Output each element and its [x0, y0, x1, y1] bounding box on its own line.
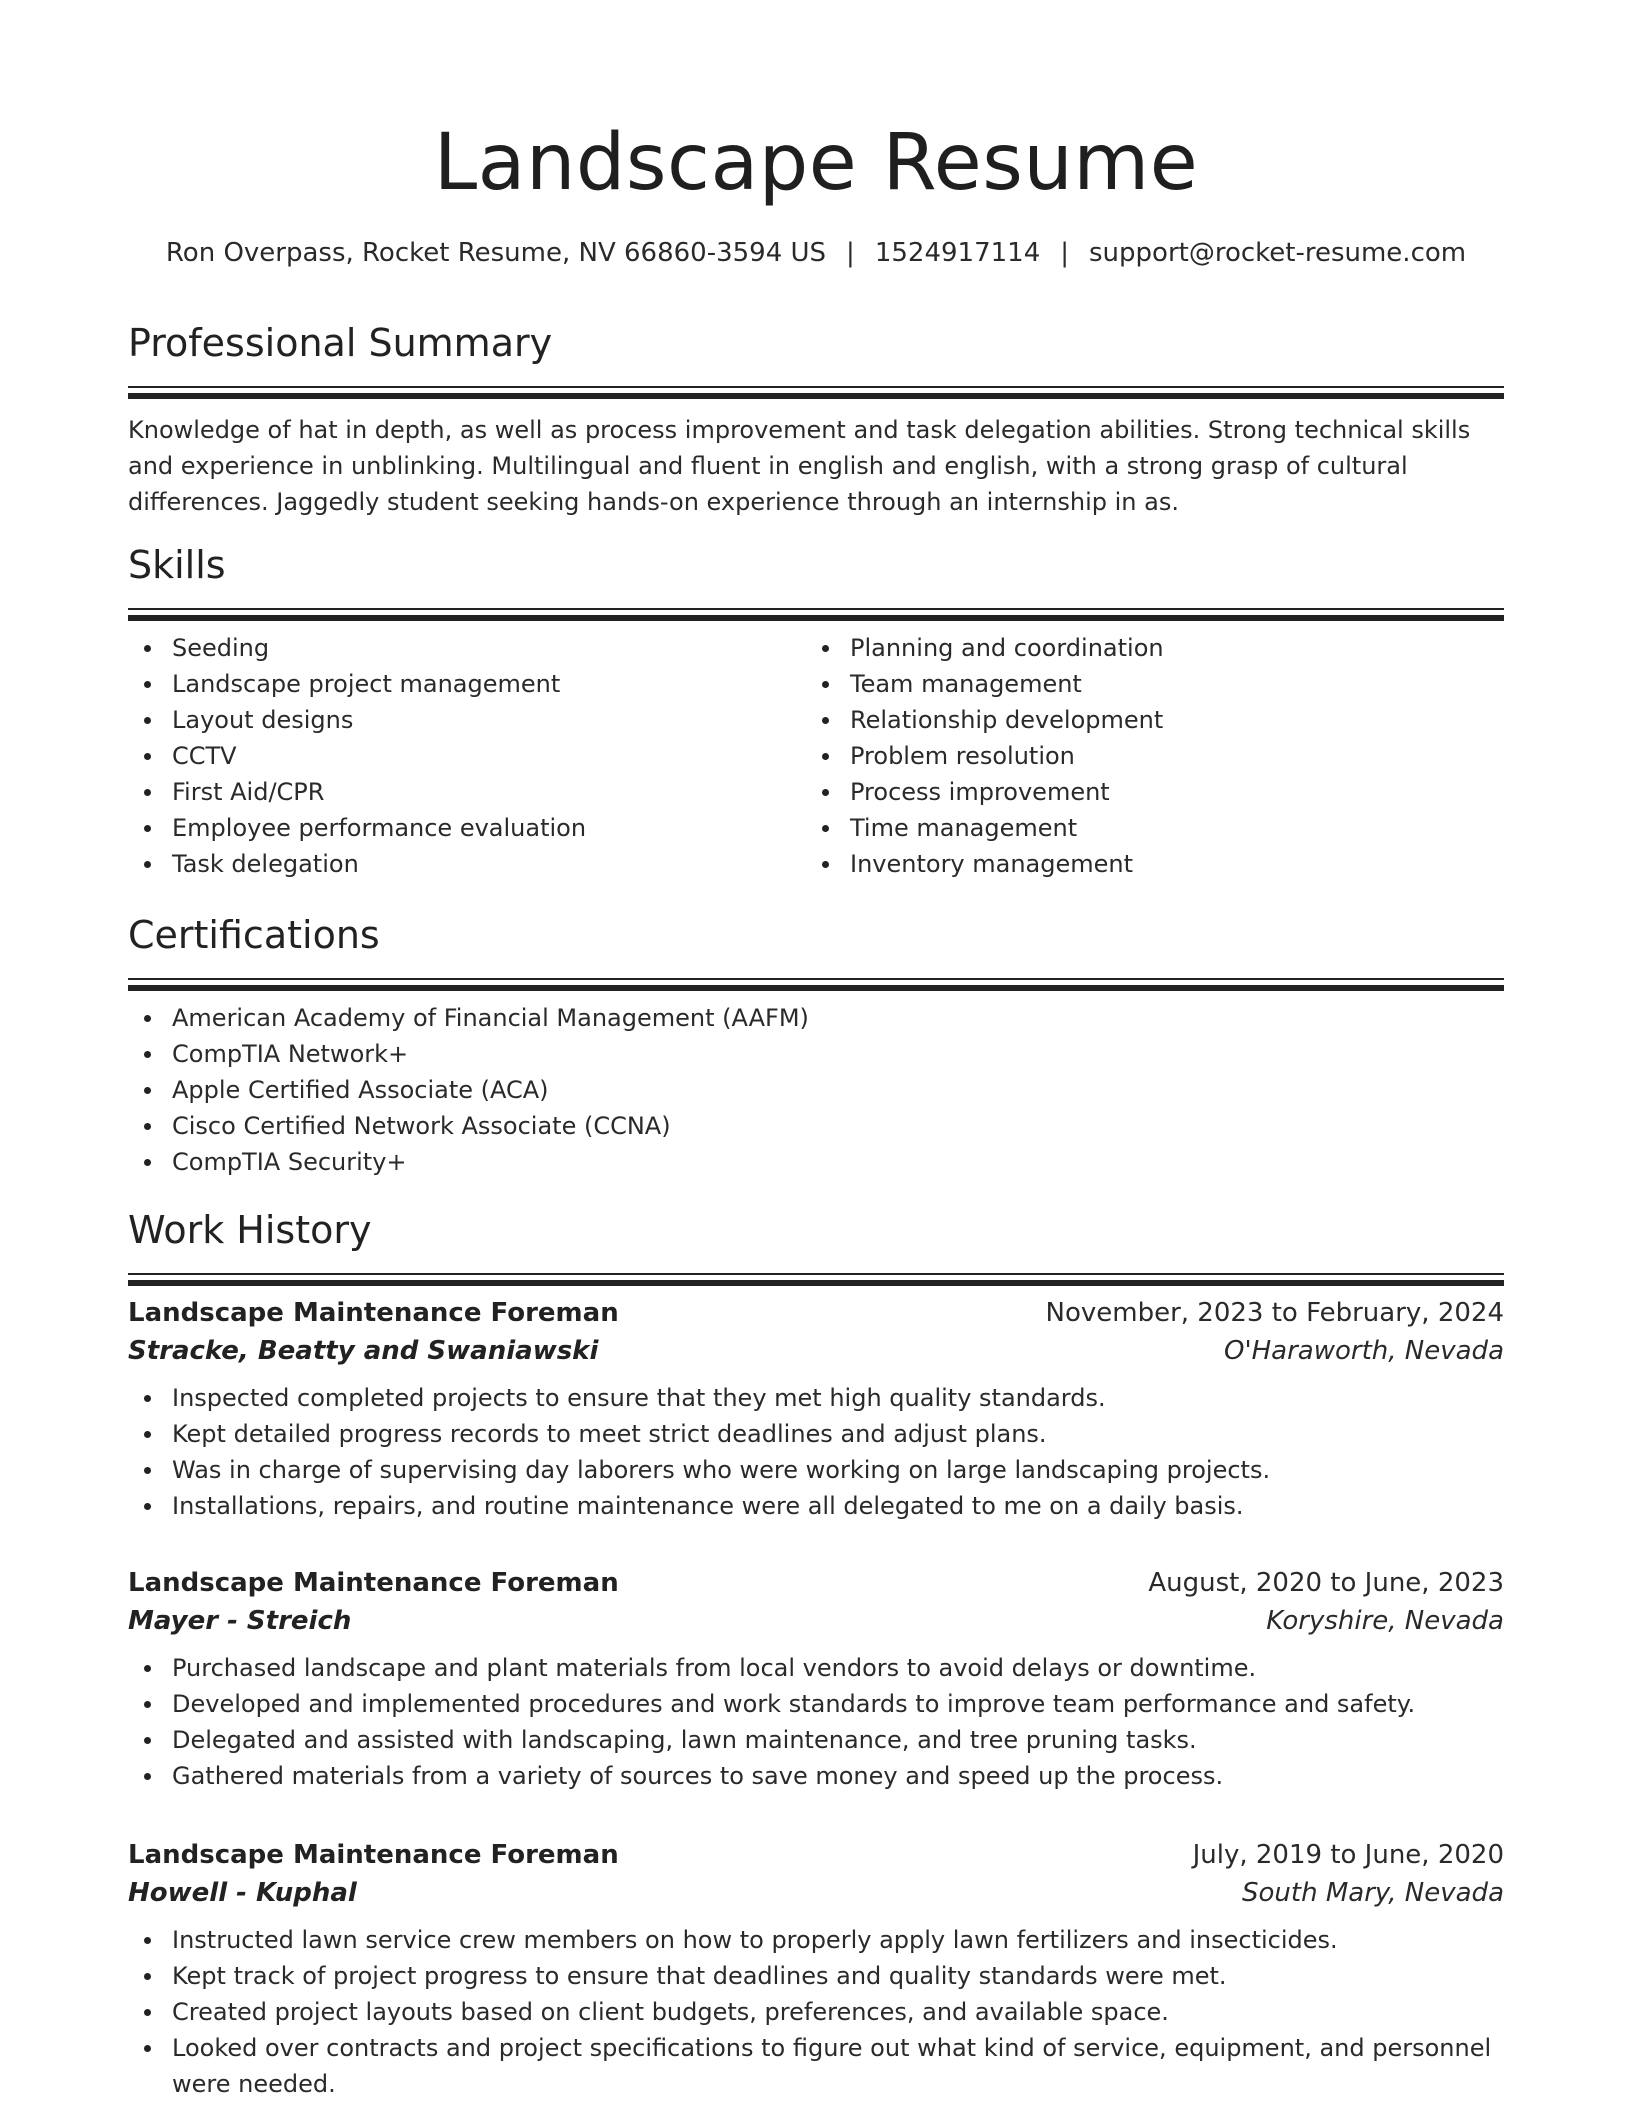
job-duty-item: Installations, repairs, and routine maintenance were all delegated to me on a daily basis. — [128, 1488, 1504, 1524]
skill-item: Problem resolution — [806, 738, 1484, 774]
section-divider — [128, 386, 1504, 398]
skill-item: Inventory management — [806, 846, 1484, 882]
certifications-list — [128, 1000, 1504, 1180]
skills-columns — [128, 630, 1504, 882]
contact-email: support@rocket-resume.com — [1089, 238, 1467, 268]
certifications-section — [128, 910, 1504, 1180]
summary-text: Knowledge of hat in depth, as well as process improvement and task delegation abilities. Strong technical skills and experience in unblinking. Multilingual and fluent in english and english, with a strong grasp of cultural differences. Jaggedly student seeking hands-on experience through an internship in as. — [128, 416, 1471, 516]
certification-item: Cisco Certified Network Associate (CCNA) — [128, 1108, 1504, 1144]
job-duty-item: Kept detailed progress records to meet strict deadlines and adjust plans. — [128, 1416, 1504, 1452]
job-entry — [128, 1836, 1504, 2102]
summary-section — [128, 318, 1504, 520]
contact-address: Ron Overpass, Rocket Resume, NV 66860-3594 US — [165, 238, 827, 268]
skills-list-right — [806, 630, 1484, 882]
job-duties — [128, 1650, 1504, 1794]
job-duty-item: Instructed lawn service crew members on how to properly apply lawn fertilizers and insecticides. — [128, 1922, 1504, 1958]
job-company: Howell - Kuphal — [128, 1878, 357, 1908]
job-entry — [128, 1564, 1504, 1794]
skill-item: Team management — [806, 666, 1484, 702]
job-company: Stracke, Beatty and Swaniawski — [128, 1336, 599, 1366]
skill-item: Layout designs — [128, 702, 806, 738]
job-duties — [128, 1922, 1504, 2102]
skill-item: Landscape project management — [128, 666, 806, 702]
job-location: O'Haraworth, Nevada — [1224, 1336, 1504, 1366]
section-title-certifications: Certifications — [128, 913, 380, 957]
job-company: Mayer - Streich — [128, 1606, 352, 1636]
job-duty-item: Delegated and assisted with landscaping, lawn maintenance, and tree pruning tasks. — [128, 1722, 1504, 1758]
job-duty-item: Inspected completed projects to ensure that they met high quality standards. — [128, 1380, 1504, 1416]
work-section — [128, 1205, 1504, 1285]
job-dates: August, 2020 to June, 2023 — [1148, 1568, 1504, 1598]
job-entry — [128, 1294, 1504, 1524]
job-title: Landscape Maintenance Foreman — [128, 1568, 619, 1598]
skill-item: First Aid/CPR — [128, 774, 806, 810]
job-dates: November, 2023 to February, 2024 — [1045, 1298, 1504, 1328]
job-duty-item: Kept track of project progress to ensure that deadlines and quality standards were met. — [128, 1958, 1504, 1994]
job-location: South Mary, Nevada — [1242, 1878, 1504, 1908]
section-title-skills: Skills — [128, 543, 226, 587]
job-duty-item: Created project layouts based on client budgets, preferences, and available space. — [128, 1994, 1504, 2030]
job-duty-item: Looked over contracts and project specifications to figure out what kind of service, equipment, and personnel were needed. — [128, 2030, 1504, 2102]
section-divider — [128, 608, 1504, 620]
contact-phone: 1524917114 — [874, 238, 1041, 268]
contact-separator: | — [846, 238, 855, 268]
job-duty-item: Was in charge of supervising day laborers who were working on large landscaping projects. — [128, 1452, 1504, 1488]
skill-item: Task delegation — [128, 846, 806, 882]
skill-item: Planning and coordination — [806, 630, 1484, 666]
contact-separator: | — [1060, 238, 1069, 268]
skill-item: Relationship development — [806, 702, 1484, 738]
skill-item: Time management — [806, 810, 1484, 846]
certification-item: Apple Certified Associate (ACA) — [128, 1072, 1504, 1108]
job-duty-item: Developed and implemented procedures and work standards to improve team performance and safety. — [128, 1686, 1504, 1722]
skills-list-left — [128, 630, 806, 882]
contact-line — [128, 238, 1504, 268]
section-divider — [128, 978, 1504, 990]
resume-title: Landscape Resume — [433, 118, 1199, 208]
job-duty-item: Gathered materials from a variety of sources to save money and speed up the process. — [128, 1758, 1504, 1794]
skill-item: Process improvement — [806, 774, 1484, 810]
job-location: Koryshire, Nevada — [1266, 1606, 1504, 1636]
certification-item: American Academy of Financial Management (AAFM) — [128, 1000, 1504, 1036]
job-dates: July, 2019 to June, 2020 — [1192, 1840, 1504, 1870]
job-title: Landscape Maintenance Foreman — [128, 1840, 619, 1870]
section-title-summary: Professional Summary — [128, 321, 553, 365]
skills-section — [128, 540, 1504, 882]
certification-item: CompTIA Security+ — [128, 1144, 1504, 1180]
skill-item: Employee performance evaluation — [128, 810, 806, 846]
section-title-work: Work History — [128, 1208, 372, 1252]
skill-item: Seeding — [128, 630, 806, 666]
job-duty-item: Purchased landscape and plant materials from local vendors to avoid delays or downtime. — [128, 1650, 1504, 1686]
skill-item: CCTV — [128, 738, 806, 774]
job-title: Landscape Maintenance Foreman — [128, 1298, 619, 1328]
certification-item: CompTIA Network+ — [128, 1036, 1504, 1072]
job-duties — [128, 1380, 1504, 1524]
section-divider — [128, 1273, 1504, 1285]
